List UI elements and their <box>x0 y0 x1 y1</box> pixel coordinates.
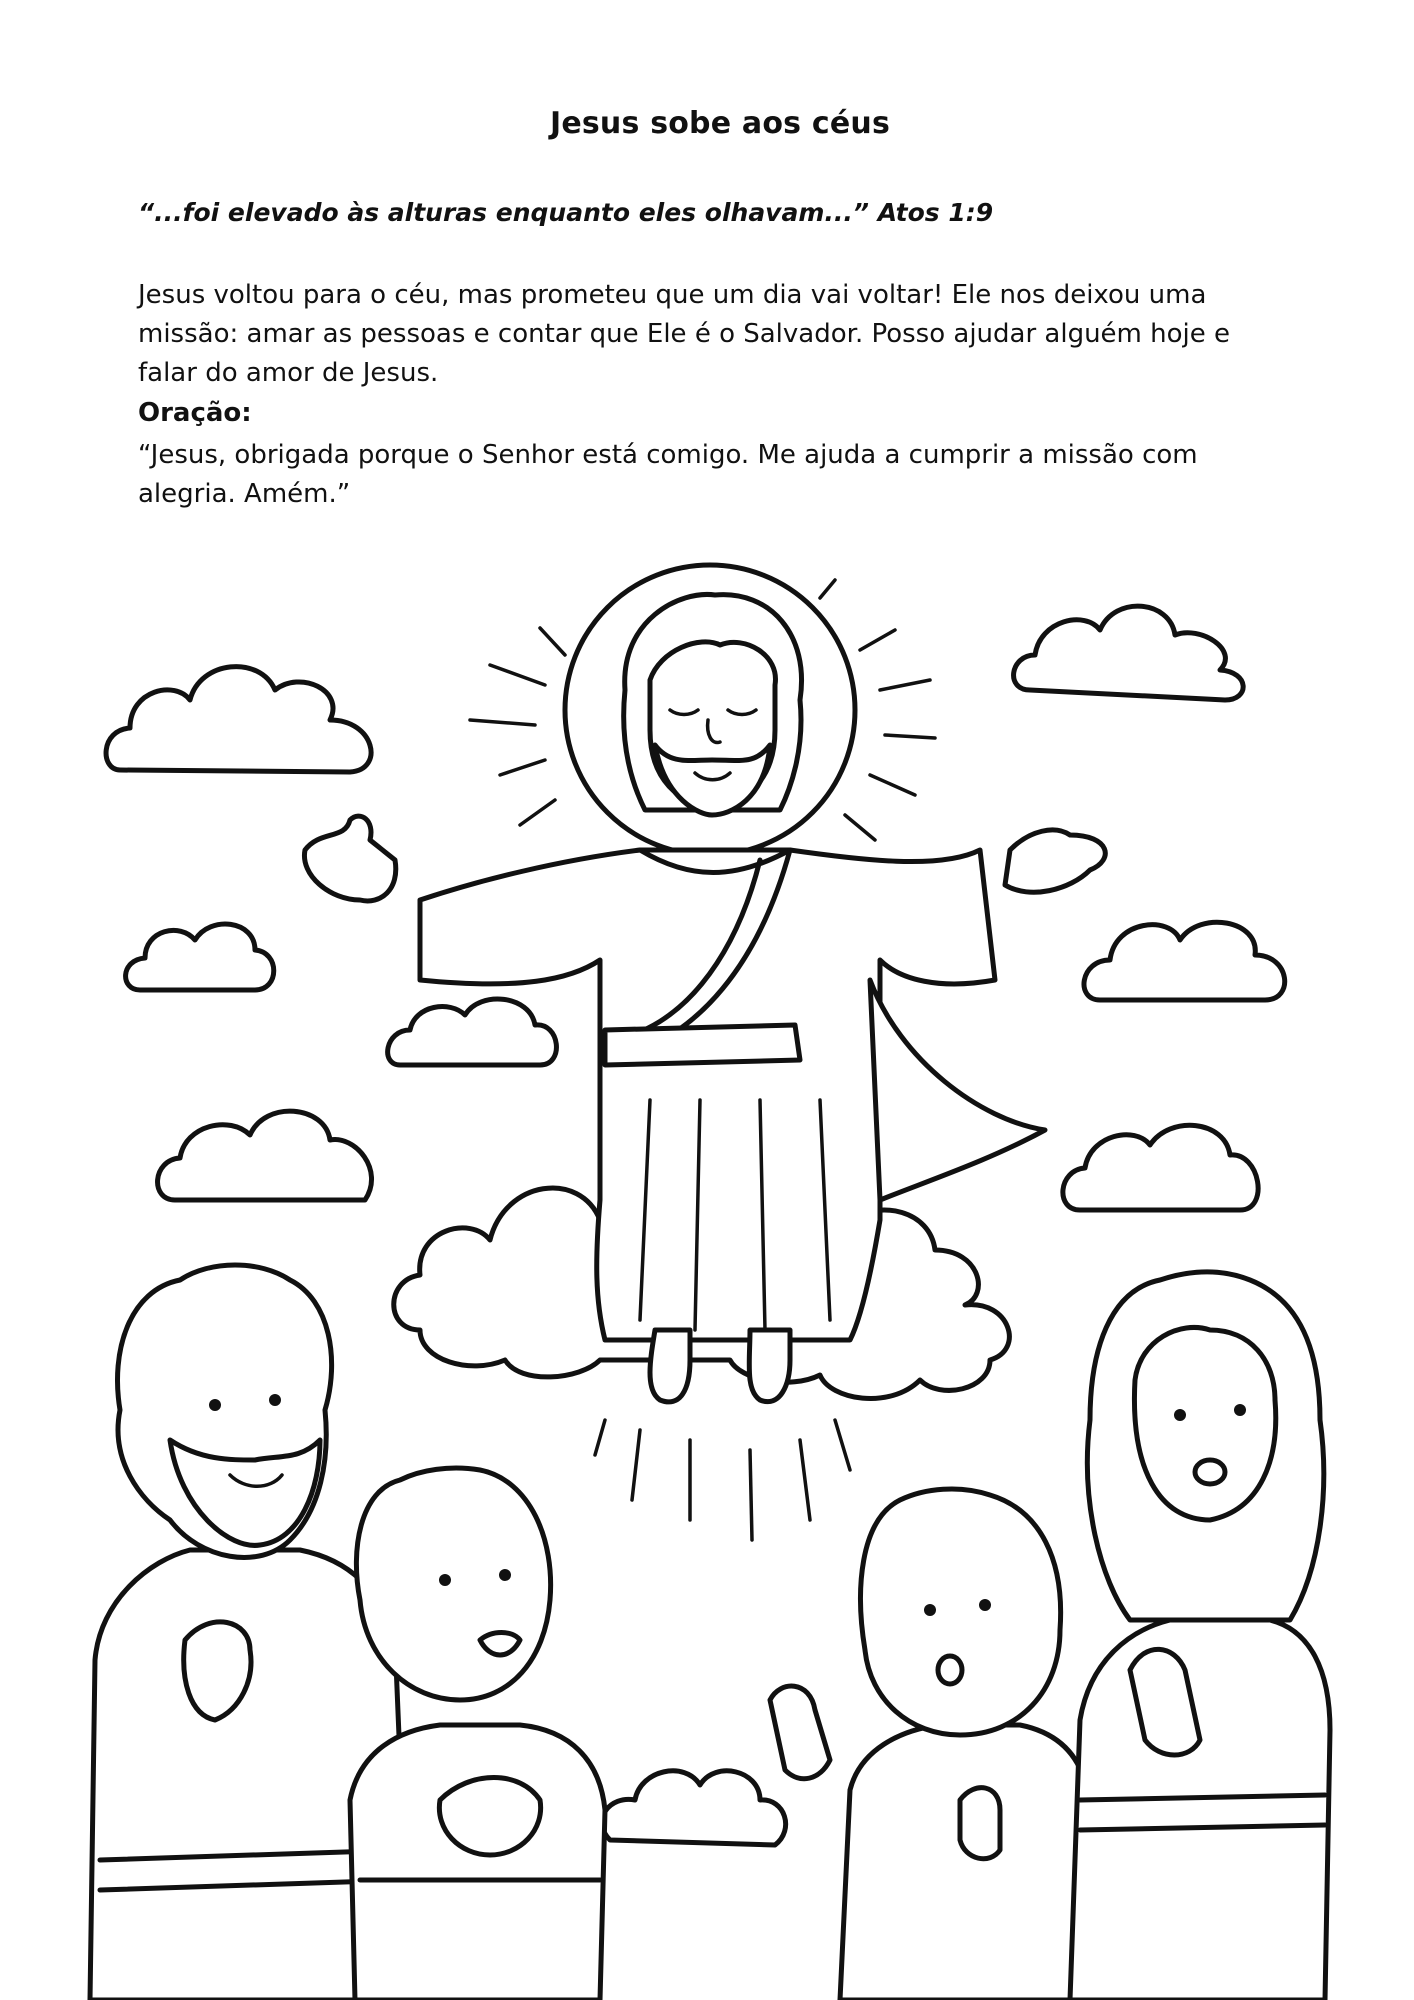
woman-disciple <box>1070 1272 1330 2000</box>
devotional-text <box>138 276 1298 393</box>
right-foot <box>749 1330 790 1402</box>
head <box>861 1489 1061 1735</box>
left-hand <box>770 1686 830 1779</box>
cloud-mid-left-small <box>126 924 274 990</box>
right-hand <box>960 1788 1000 1859</box>
cloud-left-lower <box>158 1111 372 1200</box>
devotional-line: Jesus voltou para o céu, mas prometeu que um dia vai voltar! Ele nos deixou uma <box>138 280 1207 310</box>
robe <box>1070 1620 1330 2000</box>
tunic <box>840 1725 1090 2000</box>
tunic <box>350 1725 605 2000</box>
left-hand <box>304 816 395 901</box>
cloud-bottom-center <box>602 1771 786 1845</box>
left-foot <box>650 1330 690 1402</box>
devotional-line: missão: amar as pessoas e contar que Ele é o Salvador. Posso ajudar alguém hoje e <box>138 319 1231 349</box>
prayer-text <box>138 436 1298 514</box>
page-title: Jesus sobe aos céus <box>549 106 891 141</box>
sash <box>605 1025 800 1065</box>
bible-verse: “...foi elevado às alturas enquanto eles olhavam...” Atos 1:9 <box>138 198 994 227</box>
cloud-mid-right <box>1084 922 1285 1000</box>
girl-disciple <box>770 1489 1090 2000</box>
devotional-line: falar do amor de Jesus. <box>138 358 439 388</box>
hands <box>439 1778 540 1856</box>
prayer-line: alegria. Amém.” <box>138 479 351 509</box>
ascension-illustration <box>0 560 1414 2000</box>
right-hand <box>1005 830 1105 892</box>
cloud-top-left <box>106 667 371 772</box>
cloud-right-lower <box>1063 1125 1258 1210</box>
ascension-drawing <box>0 560 1414 2000</box>
cloud-mid-left <box>388 999 557 1065</box>
prayer-line: “Jesus, obrigada porque o Senhor está comigo. Me ajuda a cumprir a missão com <box>138 440 1198 470</box>
cape <box>870 980 1045 1200</box>
prayer-heading: Oração: <box>138 398 252 428</box>
cloud-top-right <box>1014 606 1244 700</box>
head <box>356 1468 550 1700</box>
face <box>1134 1327 1275 1520</box>
